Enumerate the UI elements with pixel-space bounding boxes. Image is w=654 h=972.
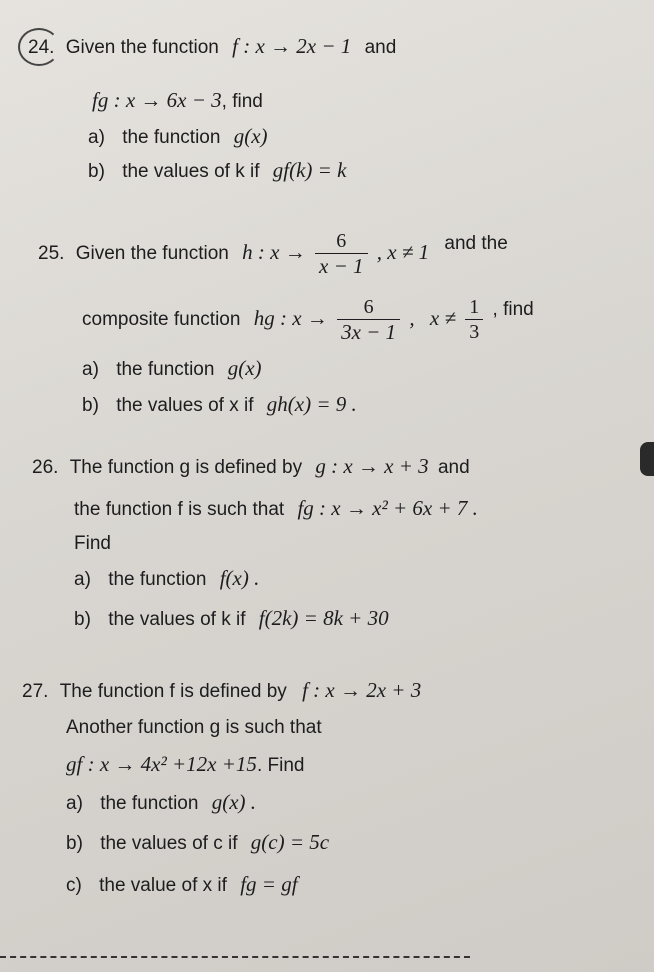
q27-b-label: b) — [66, 833, 83, 854]
q25-hg-separator: , — [409, 306, 415, 330]
q26-g-definition: g : x → x + 3 — [315, 454, 429, 478]
q26-a-label: a) — [74, 569, 91, 590]
q27-a-math: g(x) . — [211, 790, 257, 814]
q27-line1 — [22, 678, 421, 704]
q25-hg-numerator: 6 — [337, 295, 400, 320]
q25-part-a — [82, 356, 262, 382]
q24-b-label: b) — [88, 161, 105, 182]
q27-line2 — [66, 716, 322, 740]
q25-b-label: b) — [82, 395, 99, 416]
q26-find-text: Find — [74, 533, 111, 554]
q25-line1 — [38, 218, 508, 279]
q27-intro: The function f is defined by — [59, 681, 287, 702]
q26-a-text: the function — [108, 569, 207, 590]
q27-a-text: the function — [100, 793, 199, 814]
q27-b-text: the values of c if — [100, 833, 238, 854]
q25-cond-denominator: 3 — [469, 321, 480, 344]
q24-intro: Given the function — [65, 37, 219, 58]
q25-hg-lead: hg : x → — [253, 306, 328, 330]
q25-h-fraction — [315, 229, 368, 278]
q27-gf-definition: gf : x → 4x² +12x +15 — [66, 752, 257, 776]
q25-a-label: a) — [82, 359, 99, 380]
q26-b-text: the values of k if — [108, 609, 246, 630]
page-edge-mark — [640, 442, 654, 476]
q27-c-label: c) — [66, 875, 82, 896]
q26-line2-text: the function f is such that — [74, 499, 285, 520]
q25-composite-text: composite function — [82, 309, 241, 330]
q27-find: . Find — [256, 755, 305, 776]
q27-b-math: g(c) = 5c — [250, 830, 330, 854]
q26-find — [74, 532, 111, 556]
q25-a-text: the function — [116, 359, 215, 380]
q25-h-lead: h : x → — [242, 240, 306, 264]
q27-line3 — [66, 752, 304, 778]
q25-h-numerator: 6 — [315, 229, 368, 254]
q27-number: 27. — [22, 681, 49, 702]
q24-line1 — [28, 34, 396, 60]
q24-a-text: the function — [122, 127, 221, 148]
q25-cond-numerator: 1 — [465, 295, 483, 320]
q25-h-condition: , x ≠ 1 — [376, 240, 430, 264]
q24-fg-definition: fg : x → 6x − 3 — [92, 88, 222, 112]
q27-part-b — [66, 830, 329, 856]
q27-c-text: the value of x if — [99, 875, 227, 896]
q25-line2 — [82, 282, 534, 345]
q24-b-text: the values of k if — [122, 161, 260, 182]
q26-part-a — [74, 566, 259, 592]
q25-b-math: gh(x) = 9 . — [266, 392, 357, 416]
q25-part-b — [82, 392, 357, 418]
q27-part-a — [66, 790, 256, 816]
q26-line2 — [74, 496, 478, 522]
q25-h-denominator: x − 1 — [319, 254, 364, 279]
q24-b-math: gf(k) = k — [272, 158, 347, 182]
q27-f-definition: f : x → 2x + 3 — [302, 678, 422, 702]
q27-part-c — [66, 872, 298, 898]
q25-a-math: g(x) — [227, 356, 262, 380]
q26-number: 26. — [32, 457, 59, 478]
q25-hg-fraction — [337, 295, 400, 344]
q25-find: , find — [492, 299, 534, 320]
q24-a-label: a) — [88, 127, 105, 148]
q26-b-label: b) — [74, 609, 91, 630]
q25-number: 25. — [38, 243, 65, 264]
q25-b-text: the values of x if — [116, 395, 254, 416]
q24-line2 — [92, 88, 263, 114]
q26-part-b — [74, 606, 389, 632]
q26-a-math: f(x) . — [219, 566, 260, 590]
q24-part-b — [88, 158, 346, 184]
q25-cond-fraction — [465, 295, 483, 344]
dashed-divider — [0, 956, 470, 958]
q26-line1 — [32, 454, 470, 480]
q24-number: 24. — [28, 37, 55, 58]
q27-c-math: fg = gf — [240, 872, 298, 896]
q25-hg-condition: x ≠ — [429, 306, 456, 330]
q27-a-label: a) — [66, 793, 83, 814]
q24-find: , find — [221, 91, 263, 112]
q24-part-a — [88, 124, 268, 150]
q24-a-math: g(x) — [233, 124, 268, 148]
q25-intro: Given the function — [75, 243, 229, 264]
q26-fg-definition: fg : x → x² + 6x + 7 . — [297, 496, 478, 520]
q24-f-definition: f : x → 2x − 1 — [232, 34, 352, 58]
q26-and: and — [437, 457, 470, 478]
q26-intro: The function g is defined by — [69, 457, 303, 478]
q26-b-math: f(2k) = 8k + 30 — [258, 606, 389, 630]
q27-line2-text: Another function g is such that — [66, 717, 322, 738]
q24-and: and — [364, 37, 397, 58]
q25-hg-denominator: 3x − 1 — [341, 320, 397, 345]
q25-and-the: and the — [444, 233, 508, 254]
